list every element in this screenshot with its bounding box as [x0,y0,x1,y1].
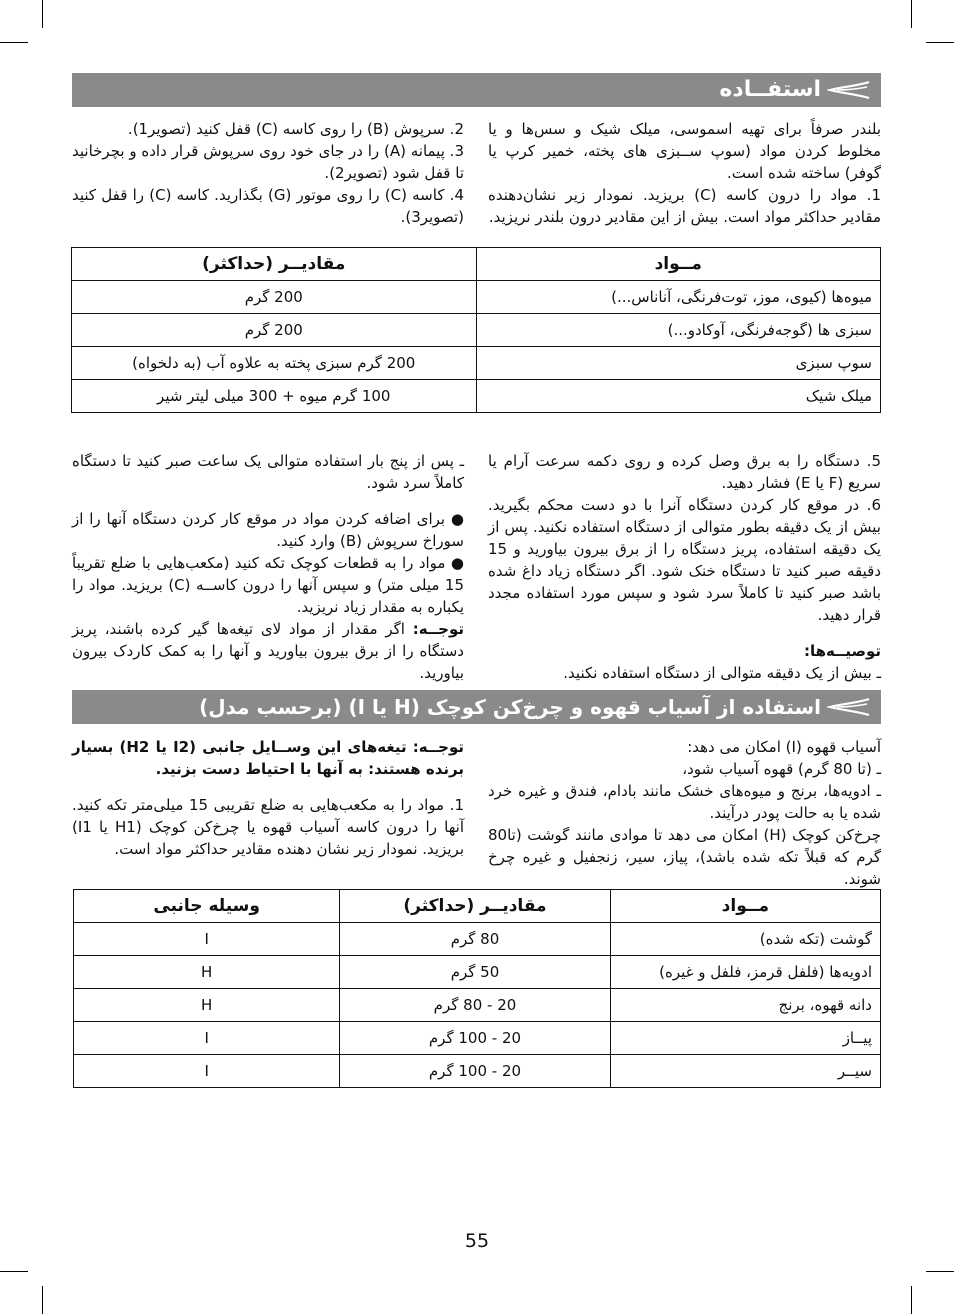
paragraph: ـ ادویه‌ها، برنج و میوه‌های خشک مانند بادام، فندق و غیره خرد شده یا به حالت پودر درآیند. [488,782,881,822]
warning-paragraph: توجــه: تیغه‌های این وســایل جانبی (I2 یا H2) بسیار برنده هستند: به آنها با احتیاط دست بزنید. [72,738,465,778]
paragraph: بلندر صرفاً برای تهیه اسموسی، میلک شیک و سس‌ها و یا مخلوط کردن مواد (سوپ ســبزی های پخته، خمیر کرپ یا گوفر) ساخته شده است. [488,120,881,182]
table-row [74,1055,881,1088]
table-cell: 20 - 100 گرم [340,1055,610,1088]
table-header-cell: وسیله جانبی [74,890,340,923]
usage-left-column [72,118,464,228]
operation-left-column [72,450,464,684]
table-header-cell: مــواد [476,248,881,281]
note-label: توجــه: [412,620,464,638]
table-row [74,1022,881,1055]
table-cell: 20 - 100 گرم [340,1022,610,1055]
swoosh-icon [827,695,871,719]
grinder-right-column [488,736,881,890]
table-row [74,989,881,1022]
table-cell: میلک شیک [476,380,881,413]
section-title: استفــاده [719,77,821,102]
note-text: اگر مقدار از مواد لای تیغه‌ها گیر کرده باشند، پریز دستگاه را از برق بیرون بیاورید و آنها را به کمک کاردک بیرون بیاورید. [72,620,464,682]
table-row [72,314,881,347]
grinder-left-column [72,736,464,860]
bullet-item: ● مواد را به قطعات کوچک تکه کنید (مکعب‌هایی با ضلع تقریباً 15 میلی متر) و سپس آنها را درون کاســه (C) بریزید. مواد را یکباره به مقدار زیاد نریزید. [72,554,464,616]
paragraph: 4. کاسه (C) را روی موتور (G) بگذارید. کاسه (C) را قفل کنید (تصویر3). [72,186,464,226]
crop-mark [911,0,912,28]
table-cell: H [74,956,340,989]
table-cell: سبزی ها (گوجه‌فرنگی، آوکادو...) [476,314,881,347]
paragraph: 6. در موقع کار کردن دستگاه آنرا با دو دست محکم بگیرید. بیش از یک دقیقه بطور متوالی از دستگاه استفاده نکنید. پس از یک دقیقه استفاده، پریز دستگاه را از برق بیرون بیاورید و 15 دقیقه صبر کنید تا دستگاه خنک شود. اگر دستگاه زیاد داغ شده باشد صبر کنید تا کاملاً سرد شود و سپس مورد استفاده مجدد قرار دهید. [488,496,881,624]
tips-heading: توصیــه‌ها: [803,642,881,660]
section-header-usage [72,73,881,107]
paragraph: 1. مواد را درون کاسه (C) بریزید. نمودار زیر نشان‌دهنده مقادیر حداکثر مواد است. بیش از این مقادیر درون بلندر نریزید. [488,186,882,226]
crop-mark [0,1271,28,1272]
paragraph: 5. دستگاه را به برق وصل کرده و روی دکمه سرعت آرام یا سریع (F یا E) فشار دهید. [488,452,881,492]
usage-right-column [488,118,881,228]
table-cell: دانه قهوه، برنج [610,989,880,1022]
paragraph: ـ بیش از یک دقیقه متوالی از دستگاه استفاده نکنید. [563,664,881,682]
table-cell: سوپ سبزی [476,347,881,380]
table-cell: I [74,923,340,956]
table-row [74,956,881,989]
crop-mark [42,1286,43,1314]
grinder-quantities-table [73,889,881,1088]
table-cell: 100 گرم میوه + 300 میلی لیتر شیر [72,380,477,413]
table-header-row [74,890,881,923]
table-cell: 50 گرم [340,956,610,989]
table-header-cell: مقادیــر (حداکثر) [340,890,610,923]
table-row [74,923,881,956]
table-row [72,281,881,314]
paragraph: 3. پیمانه (A) را در جای خود روی سرپوش قرار داده و بچرخانید تا قفل شود (تصویر2). [72,142,465,182]
bullet-item: ● برای اضافه کردن مواد در موقع کار کردن دستگاه آنها را از سوراخ سرپوش (B) وارد کنید. [72,510,464,550]
paragraph: 1. مواد را به مکعب‌هایی به ضلع تقریبی 15 میلی‌متر تکه کنید. آنها را درون کاسه آسیاب قهوه یا چرخ‌کن کوچک (H1 یا I1) بریزید. نمودار زیر نشان دهنده مقادیر حداکثر مواد است. [72,796,465,858]
crop-mark [911,1286,912,1314]
table-cell: سیــر [610,1055,880,1088]
table-cell: 20 - 80 گرم [340,989,610,1022]
table-cell: I [74,1022,340,1055]
table-cell: 200 گرم [72,314,477,347]
table-cell: 200 گرم سبزی پخته به علاوه آب (به دلخواه) [72,347,477,380]
table-cell: پیــاز [610,1022,880,1055]
crop-mark [42,0,43,28]
table-header-row [72,248,881,281]
section-header-grinder [72,690,881,724]
paragraph: چرخ‌کن کوچک (H) امکان می دهد تا موادی مانند گوشت (تا80 گرم که قبلاً تکه شده باشد)، پیاز، سیر، زنجفیل و غیره چرخ شوند. [488,826,881,888]
table-cell: 80 گرم [340,923,610,956]
table-header-cell: مــواد [610,890,880,923]
table-cell: I [74,1055,340,1088]
table-cell: گوشت (تکه شده) [610,923,880,956]
paragraph: ـ پس از پنج بار استفاده متوالی یک ساعت صبر کنید تا دستگاه کاملاً سرد شود. [72,452,464,492]
table-header-cell: مقادیــر (حداکثر) [72,248,477,281]
blender-quantities-table [71,247,881,413]
table-cell: میوه‌ها (کیوی، موز، توت‌فرنگی، آناناس...) [476,281,881,314]
note-paragraph [72,618,464,684]
table-row [72,347,881,380]
table-cell: H [74,989,340,1022]
page-number: 55 [464,1230,490,1252]
table-cell: ادویه‌ها (فلفل قرمز، فلفل و غیره) [610,956,880,989]
swoosh-icon [827,78,871,102]
crop-mark [926,42,954,43]
paragraph: آسیاب قهوه (I) امکان می دهد: [687,738,881,756]
crop-mark [926,1271,954,1272]
table-cell: 200 گرم [72,281,477,314]
crop-mark [0,42,28,43]
section-title: استفاده از آسیاب قهوه و چرخ‌کن کوچک (H یا I) (برحسب مدل) [199,695,821,719]
table-row [72,380,881,413]
paragraph: ـ (تا 80 گرم) قهوه آسیاب شود، [682,760,881,778]
operation-right-column [488,450,881,684]
paragraph: 2. سرپوش (B) را روی کاسه (C) قفل کنید (تصویر1). [127,120,464,138]
